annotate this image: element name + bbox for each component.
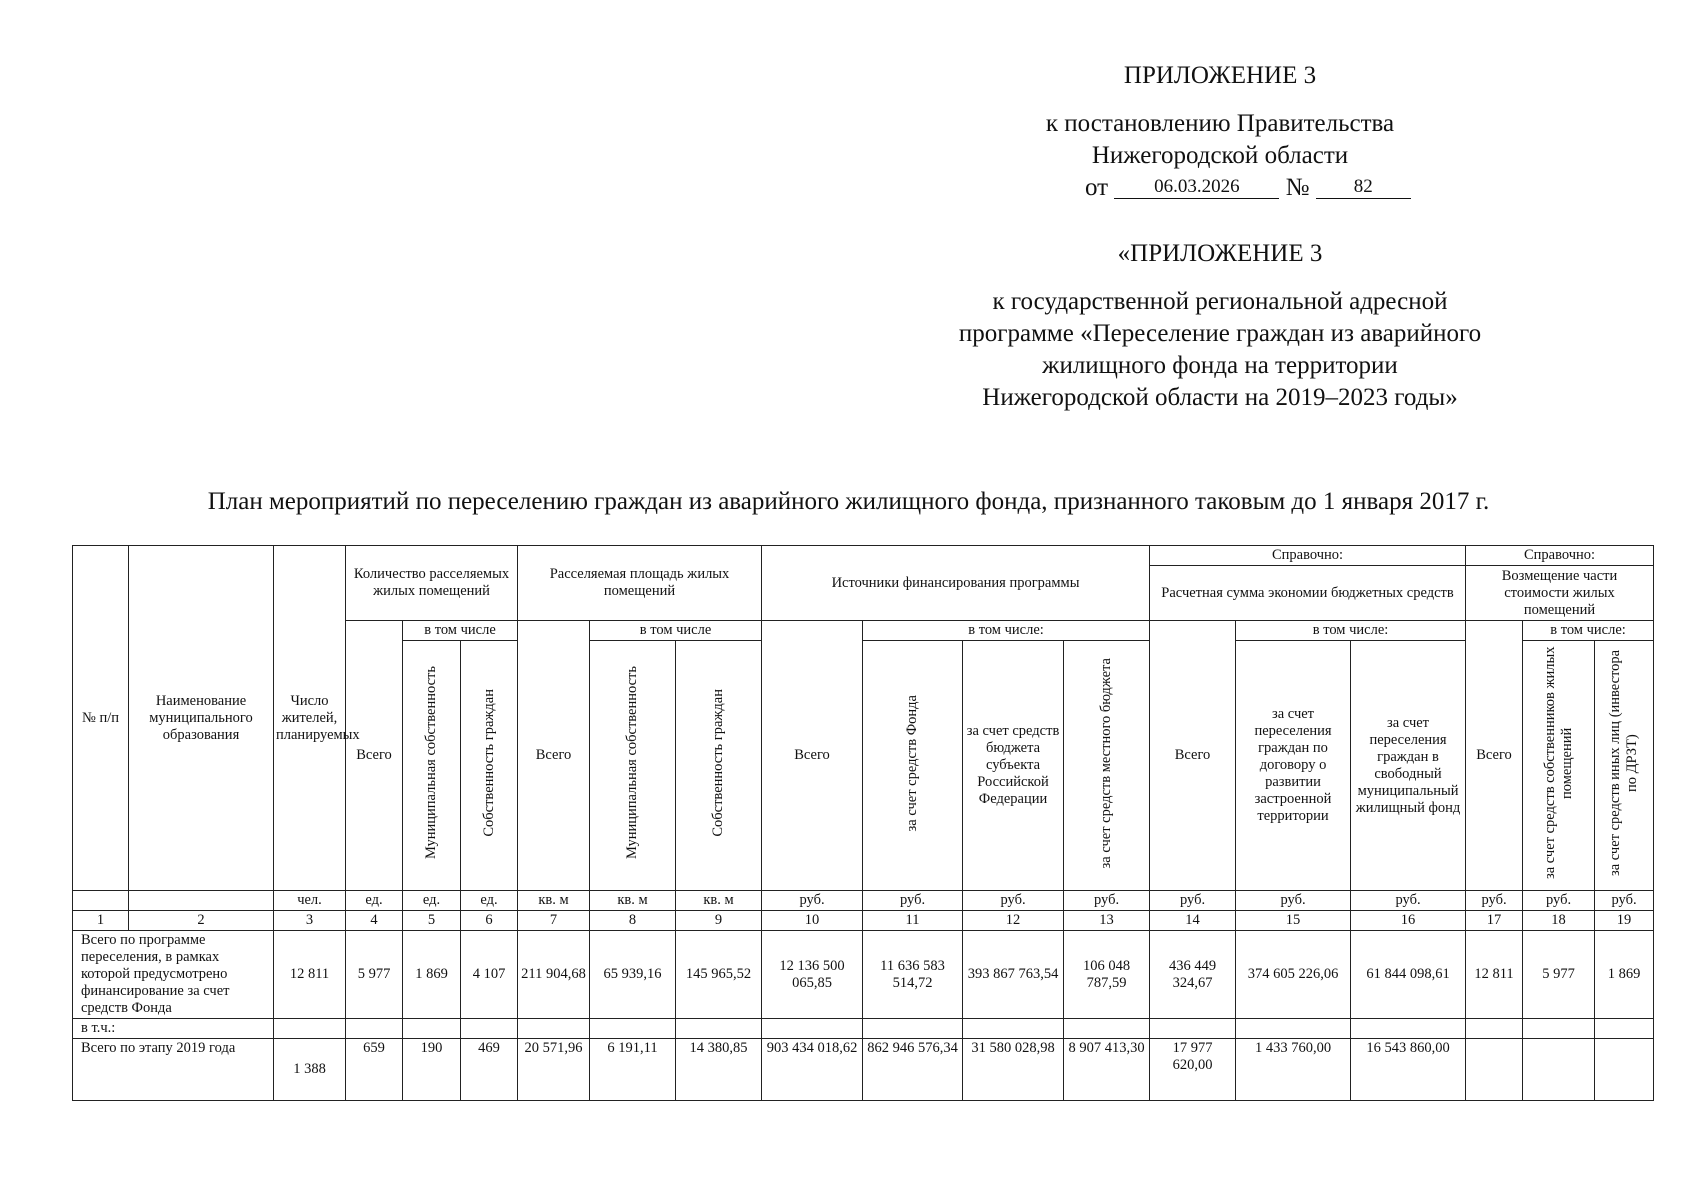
unit-cell: руб. bbox=[1523, 891, 1595, 911]
value-cell bbox=[1466, 1019, 1523, 1039]
value-cell: 1 388 bbox=[274, 1039, 346, 1101]
date-prefix: от bbox=[1085, 174, 1109, 201]
savings-including-header: в том числе: bbox=[1236, 621, 1466, 641]
value-cell bbox=[403, 1019, 461, 1039]
group-rooms-header: Количество расселяемых жилых помещений bbox=[346, 546, 518, 621]
value-cell bbox=[461, 1019, 518, 1039]
comp-owners-header bbox=[1523, 641, 1595, 891]
table-row bbox=[73, 1019, 1654, 1039]
column-number-cell: 9 bbox=[676, 911, 762, 931]
value-cell: 211 904,68 bbox=[518, 931, 590, 1019]
resolution-line: к постановлению Правительства bbox=[1045, 110, 1395, 137]
column-number-cell: 6 bbox=[461, 911, 518, 931]
column-number-cell: 11 bbox=[863, 911, 963, 931]
area-citizens-header bbox=[676, 641, 762, 891]
unit-cell: руб. bbox=[1064, 891, 1150, 911]
rooms-including-header: в том числе bbox=[403, 621, 518, 641]
value-cell: 862 946 576,34 bbox=[863, 1039, 963, 1101]
plan-title: План мероприятий по переселению граждан из аварийного жилищного фонда, признанного таковым до 1 января 2017 г. bbox=[207, 488, 1490, 515]
group-compensation-header: Возмещение части стоимости жилых помещений bbox=[1466, 566, 1654, 621]
column-number-cell: 8 bbox=[590, 911, 676, 931]
col-num-header: № п/п bbox=[73, 546, 129, 891]
value-cell bbox=[1351, 1019, 1466, 1039]
program-line: программе «Переселение граждан из аварийного bbox=[958, 320, 1482, 347]
value-cell: 393 867 763,54 bbox=[963, 931, 1064, 1019]
reference-label: Справочно: bbox=[1466, 546, 1654, 566]
units-row bbox=[73, 891, 1654, 911]
column-number-cell: 2 bbox=[129, 911, 274, 931]
reference-label: Справочно: bbox=[1150, 546, 1466, 566]
area-total-header: Всего bbox=[518, 621, 590, 891]
unit-cell: руб. bbox=[1150, 891, 1236, 911]
funding-fund-label: за счет средств Фонда bbox=[904, 694, 921, 832]
row-name-cell: Всего по программе переселения, в рамках которой предусмотрено финансирование за счет средств Фонда bbox=[73, 931, 274, 1019]
value-cell: 190 bbox=[403, 1039, 461, 1101]
value-cell bbox=[1595, 1019, 1654, 1039]
column-number-cell: 19 bbox=[1595, 911, 1654, 931]
area-municipal-header bbox=[590, 641, 676, 891]
program-line: жилищного фонда на территории bbox=[1042, 352, 1398, 379]
group-area-header: Расселяемая площадь жилых помещений bbox=[518, 546, 762, 621]
value-cell: 1 869 bbox=[403, 931, 461, 1019]
unit-cell: руб. bbox=[963, 891, 1064, 911]
value-cell: 659 bbox=[346, 1039, 403, 1101]
rooms-citizens-header bbox=[461, 641, 518, 891]
program-reference bbox=[940, 286, 1500, 414]
resolution-reference bbox=[940, 108, 1500, 172]
resolution-date-line bbox=[1085, 172, 1445, 204]
table-row bbox=[73, 931, 1654, 1019]
value-cell bbox=[762, 1019, 863, 1039]
rooms-total-header: Всего bbox=[346, 621, 403, 891]
area-municipal-label: Муниципальная собственность bbox=[624, 666, 641, 860]
comp-other-header bbox=[1595, 641, 1654, 891]
value-cell: 1 869 bbox=[1595, 931, 1654, 1019]
unit-cell: ед. bbox=[346, 891, 403, 911]
unit-cell: руб. bbox=[1351, 891, 1466, 911]
column-number-cell: 10 bbox=[762, 911, 863, 931]
unit-cell: ед. bbox=[461, 891, 518, 911]
funding-fund-header bbox=[863, 641, 963, 891]
col-name-header: Наименование муниципального образования bbox=[129, 546, 274, 891]
column-number-cell: 16 bbox=[1351, 911, 1466, 931]
rooms-municipal-header bbox=[403, 641, 461, 891]
unit-cell: руб. bbox=[1236, 891, 1351, 911]
comp-owners-label: за счет средств собственников жилых помещений bbox=[1541, 646, 1575, 880]
column-number-cell: 7 bbox=[518, 911, 590, 931]
funding-including-header: в том числе: bbox=[863, 621, 1150, 641]
row-name-cell: в т.ч.: bbox=[73, 1019, 274, 1039]
column-number-cell: 14 bbox=[1150, 911, 1236, 931]
funding-subject-header: за счет средств бюджета субъекта Российской Федерации bbox=[963, 641, 1064, 891]
unit-cell: руб. bbox=[863, 891, 963, 911]
unit-cell: ед. bbox=[403, 891, 461, 911]
value-cell: 5 977 bbox=[346, 931, 403, 1019]
value-cell bbox=[274, 1019, 346, 1039]
unit-cell: кв. м bbox=[590, 891, 676, 911]
table-row bbox=[73, 1039, 1654, 1101]
comp-other-label: за счет средств иных лиц (инвестора по ДРЗТ) bbox=[1607, 649, 1641, 877]
value-cell: 145 965,52 bbox=[676, 931, 762, 1019]
resettlement-plan-table bbox=[72, 545, 1654, 1101]
value-cell bbox=[1523, 1039, 1595, 1101]
value-cell: 61 844 098,61 bbox=[1351, 931, 1466, 1019]
funding-total-header: Всего bbox=[762, 621, 863, 891]
value-cell bbox=[676, 1019, 762, 1039]
column-number-cell: 17 bbox=[1466, 911, 1523, 931]
value-cell: 20 571,96 bbox=[518, 1039, 590, 1101]
resolution-line: Нижегородской области bbox=[1091, 142, 1349, 169]
unit-cell bbox=[73, 891, 129, 911]
value-cell: 469 bbox=[461, 1039, 518, 1101]
appendix-title: ПРИЛОЖЕНИЕ 3 bbox=[1123, 62, 1317, 89]
value-cell bbox=[1236, 1019, 1351, 1039]
value-cell: 12 136 500 065,85 bbox=[762, 931, 863, 1019]
column-number-cell: 5 bbox=[403, 911, 461, 931]
unit-cell bbox=[129, 891, 274, 911]
value-cell: 4 107 bbox=[461, 931, 518, 1019]
col-residents-header: Число жителей, планируемых bbox=[274, 546, 346, 891]
value-cell: 11 636 583 514,72 bbox=[863, 931, 963, 1019]
group-funding-header: Источники финансирования программы bbox=[762, 546, 1150, 621]
column-number-cell: 12 bbox=[963, 911, 1064, 931]
column-numbers-row bbox=[73, 911, 1654, 931]
value-cell bbox=[518, 1019, 590, 1039]
value-cell bbox=[1595, 1039, 1654, 1101]
value-cell: 5 977 bbox=[1523, 931, 1595, 1019]
value-cell bbox=[346, 1019, 403, 1039]
column-number-cell: 13 bbox=[1064, 911, 1150, 931]
value-cell: 16 543 860,00 bbox=[1351, 1039, 1466, 1101]
savings-total-header: Всего bbox=[1150, 621, 1236, 891]
value-cell: 1 433 760,00 bbox=[1236, 1039, 1351, 1101]
rooms-citizens-label: Собственность граждан bbox=[480, 689, 497, 837]
column-number-cell: 3 bbox=[274, 911, 346, 931]
program-line: к государственной региональной адресной bbox=[992, 288, 1448, 315]
value-cell bbox=[1466, 1039, 1523, 1101]
column-number-cell: 1 bbox=[73, 911, 129, 931]
column-number-cell: 4 bbox=[346, 911, 403, 931]
comp-total-header: Всего bbox=[1466, 621, 1523, 891]
group-savings-header: Расчетная сумма экономии бюджетных средств bbox=[1150, 566, 1466, 621]
resolution-number: 82 bbox=[1316, 176, 1411, 199]
value-cell: 8 907 413,30 bbox=[1064, 1039, 1150, 1101]
value-cell: 31 580 028,98 bbox=[963, 1039, 1064, 1101]
value-cell: 17 977 620,00 bbox=[1150, 1039, 1236, 1101]
value-cell bbox=[1150, 1019, 1236, 1039]
row-name-cell: Всего по этапу 2019 года bbox=[73, 1039, 274, 1101]
area-citizens-label: Собственность граждан bbox=[710, 689, 727, 837]
area-including-header: в том числе bbox=[590, 621, 762, 641]
value-cell: 106 048 787,59 bbox=[1064, 931, 1150, 1019]
value-cell: 903 434 018,62 bbox=[762, 1039, 863, 1101]
comp-including-header: в том числе: bbox=[1523, 621, 1654, 641]
unit-cell: кв. м bbox=[676, 891, 762, 911]
unit-cell: кв. м bbox=[518, 891, 590, 911]
value-cell: 12 811 bbox=[1466, 931, 1523, 1019]
value-cell: 65 939,16 bbox=[590, 931, 676, 1019]
funding-local-label: за счет средств местного бюджета bbox=[1098, 657, 1115, 869]
unit-cell: руб. bbox=[1595, 891, 1654, 911]
resolution-date: 06.03.2026 bbox=[1114, 176, 1279, 199]
header-row-1 bbox=[73, 546, 1654, 566]
value-cell bbox=[590, 1019, 676, 1039]
unit-cell: чел. bbox=[274, 891, 346, 911]
value-cell: 6 191,11 bbox=[590, 1039, 676, 1101]
column-number-cell: 15 bbox=[1236, 911, 1351, 931]
value-cell bbox=[1064, 1019, 1150, 1039]
program-line: Нижегородской области на 2019–2023 годы» bbox=[982, 384, 1458, 411]
value-cell bbox=[963, 1019, 1064, 1039]
unit-cell: руб. bbox=[1466, 891, 1523, 911]
column-number-cell: 18 bbox=[1523, 911, 1595, 931]
value-cell: 14 380,85 bbox=[676, 1039, 762, 1101]
funding-local-header bbox=[1064, 641, 1150, 891]
savings-dev-header: за счет переселения граждан по договору о развитии застроенной территории bbox=[1236, 641, 1351, 891]
value-cell bbox=[1523, 1019, 1595, 1039]
savings-free-header: за счет переселения граждан в свободный муниципальный жилищный фонд bbox=[1351, 641, 1466, 891]
value-cell bbox=[863, 1019, 963, 1039]
number-sign: № bbox=[1285, 174, 1310, 201]
value-cell: 374 605 226,06 bbox=[1236, 931, 1351, 1019]
rooms-municipal-label: Муниципальная собственность bbox=[423, 666, 439, 860]
value-cell: 12 811 bbox=[274, 931, 346, 1019]
unit-cell: руб. bbox=[762, 891, 863, 911]
appendix-title-quoted: «ПРИЛОЖЕНИЕ 3 bbox=[1117, 240, 1323, 267]
value-cell: 436 449 324,67 bbox=[1150, 931, 1236, 1019]
